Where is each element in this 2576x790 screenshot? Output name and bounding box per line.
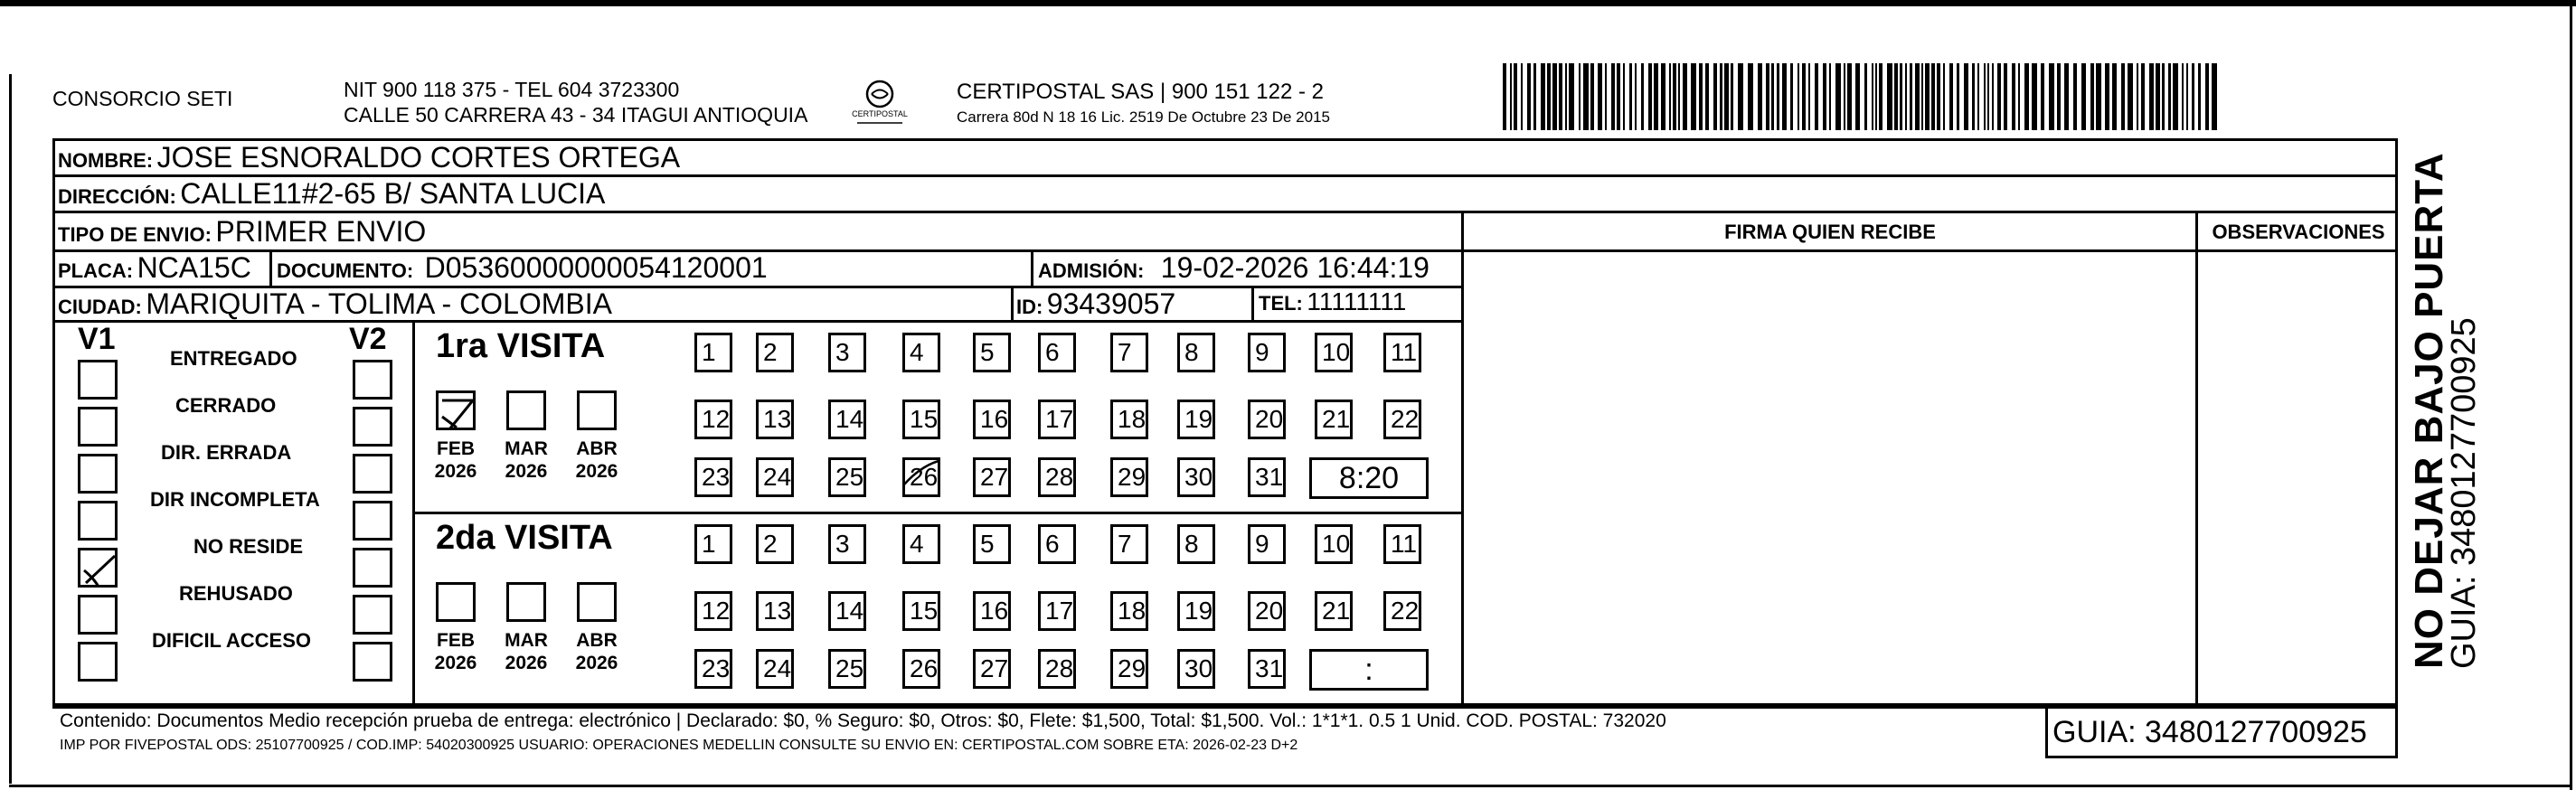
- no-dejar-bajo-puerta: NO DEJAR BAJO PUERTA: [2407, 152, 2451, 669]
- barcode-bar: [1829, 63, 1831, 130]
- barcode-bar: [2090, 63, 2094, 130]
- barcode-bar: [1699, 63, 1703, 130]
- day-box[interactable]: 24: [756, 457, 794, 497]
- barcode-bar: [1598, 63, 1602, 130]
- barcode-bar: [1905, 63, 1907, 130]
- month-name: ABR: [576, 438, 618, 459]
- check-mark-icon: [439, 393, 478, 433]
- v1-checkbox[interactable]: [78, 454, 118, 494]
- barcode-bar: [2137, 63, 2138, 130]
- strike-mark-icon: [902, 457, 940, 497]
- top-edge: [0, 0, 2576, 6]
- barcode: [1503, 63, 2222, 136]
- barcode-bar: [1987, 63, 1989, 130]
- day-box[interactable]: 4: [902, 524, 940, 564]
- barcode-bar: [1984, 63, 1986, 130]
- day-box[interactable]: 31: [1248, 649, 1286, 689]
- barcode-bar: [1583, 63, 1589, 130]
- day-box[interactable]: 24: [756, 649, 794, 689]
- barcode-bar: [2128, 63, 2133, 130]
- month-label: [499, 437, 553, 483]
- placa-cell: [58, 251, 251, 285]
- barcode-bar: [1798, 63, 1799, 130]
- documento-cell: [277, 251, 768, 285]
- barcode-bar: [2032, 63, 2037, 130]
- day-box[interactable]: 18: [1110, 400, 1148, 439]
- barcode-bar: [1847, 63, 1852, 130]
- day-box[interactable]: 14: [828, 400, 866, 439]
- month-year: 2026: [575, 653, 618, 673]
- v1-label: V1: [78, 322, 116, 356]
- nombre-value: JOSE ESNORALDO CORTES ORTEGA: [156, 141, 681, 174]
- barcode-bar: [1900, 63, 1902, 130]
- day-box[interactable]: 25: [828, 649, 866, 689]
- logo-text: CERTIPOSTAL: [852, 109, 908, 118]
- barcode-bar: [1552, 63, 1557, 130]
- admision-value: 19-02-2026 16:44:19: [1160, 251, 1430, 284]
- barcode-bar: [2168, 63, 2171, 130]
- visit-title: 2da VISITA: [436, 519, 613, 557]
- nombre-label: NOMBRE:: [58, 149, 154, 172]
- barcode-bar: [1875, 63, 1877, 130]
- time-box[interactable]: :: [1309, 649, 1429, 691]
- v1-checkbox[interactable]: [78, 501, 118, 541]
- barcode-bar: [1569, 63, 1574, 130]
- day-box[interactable]: 1: [694, 333, 732, 372]
- id-divider: [1011, 286, 1014, 320]
- admision-cell: [1038, 251, 1430, 285]
- barcode-bar: [1915, 63, 1920, 130]
- barcode-bar: [1937, 63, 1940, 130]
- day-box[interactable]: 5: [973, 524, 1011, 564]
- day-box[interactable]: 29: [1110, 457, 1148, 497]
- day-box[interactable]: 13: [756, 400, 794, 439]
- month-name: FEB: [437, 630, 475, 651]
- barcode-bar: [1661, 63, 1665, 130]
- day-box[interactable]: 22: [1383, 400, 1421, 439]
- barcode-bar: [1731, 63, 1733, 130]
- tipo-row: [58, 215, 426, 249]
- barcode-bar: [2073, 63, 2077, 130]
- placa-value: NCA15C: [137, 251, 251, 284]
- placa-divider: [269, 249, 272, 286]
- day-box[interactable]: 15: [902, 591, 940, 631]
- reason-label: NO RESIDE: [193, 535, 304, 558]
- month-name: MAR: [505, 438, 548, 459]
- reason-label: DIR INCOMPLETA: [150, 488, 320, 511]
- barcode-bar: [2004, 63, 2007, 130]
- day-box[interactable]: 25: [828, 457, 866, 497]
- day-box[interactable]: 22: [1383, 591, 1421, 631]
- v1-checkbox[interactable]: [78, 642, 118, 682]
- firma-header: FIRMA QUIEN RECIBE: [1724, 221, 1936, 243]
- day-box[interactable]: 30: [1177, 649, 1215, 689]
- barcode-bar: [2112, 63, 2117, 130]
- month-label: [570, 629, 624, 674]
- month-name: FEB: [437, 438, 475, 459]
- tel-value: 11111111: [1307, 287, 1407, 315]
- barcode-bar: [2156, 63, 2160, 130]
- barcode-bar: [1887, 63, 1892, 130]
- barcode-bar: [1713, 63, 1717, 130]
- barcode-bar: [1521, 63, 1523, 130]
- barcode-bar: [1617, 63, 1620, 130]
- day-box[interactable]: 14: [828, 591, 866, 631]
- month-year: 2026: [505, 653, 548, 673]
- month-label: [499, 629, 553, 674]
- v2-checkbox[interactable]: [353, 454, 392, 494]
- ciudad-label: CIUDAD:: [58, 296, 142, 318]
- month-checkbox[interactable]: [577, 390, 617, 430]
- status-divider: [412, 320, 415, 706]
- address-line: CALLE 50 CARRERA 43 - 34 ITAGUI ANTIOQUIA: [344, 103, 808, 127]
- id-label: ID:: [1016, 296, 1043, 318]
- month-year: 2026: [434, 461, 477, 482]
- day-box[interactable]: 23: [694, 457, 732, 497]
- day-box[interactable]: 3: [828, 333, 866, 372]
- barcode-bar: [2149, 63, 2154, 130]
- v2-checkbox[interactable]: [353, 501, 392, 541]
- day-box[interactable]: 10: [1315, 524, 1353, 564]
- barcode-bar: [1855, 63, 1860, 130]
- barcode-bar: [1997, 63, 2001, 130]
- month-year: 2026: [575, 461, 618, 482]
- firma-divider: [1461, 211, 1464, 706]
- barcode-bar: [1802, 63, 1806, 130]
- tipo-label: TIPO DE ENVIO:: [58, 223, 212, 246]
- barcode-bar: [1823, 63, 1826, 130]
- placa-label: PLACA:: [58, 259, 134, 282]
- tipo-value: PRIMER ENVIO: [215, 215, 427, 248]
- barcode-bar: [1879, 63, 1882, 130]
- barcode-bar: [1648, 63, 1652, 130]
- day-box[interactable]: 9: [1248, 524, 1286, 564]
- barcode-bar: [1844, 63, 1845, 130]
- day-box[interactable]: 16: [973, 591, 1011, 631]
- barcode-bar: [1977, 63, 1979, 130]
- barcode-bar: [2198, 63, 2201, 130]
- visit-divider: [414, 512, 1463, 514]
- month-checkbox[interactable]: [436, 390, 476, 430]
- day-box[interactable]: 20: [1248, 591, 1286, 631]
- barcode-bar: [1808, 63, 1810, 130]
- reason-label: CERRADO: [175, 394, 277, 417]
- barcode-bar: [1533, 63, 1536, 130]
- right-edge: [2570, 0, 2572, 790]
- barcode-bar: [1790, 63, 1793, 130]
- barcode-bar: [1669, 63, 1671, 130]
- day-box[interactable]: 29: [1110, 649, 1148, 689]
- barcode-bar: [1777, 63, 1779, 130]
- v2-checkbox[interactable]: [353, 642, 392, 682]
- time-box[interactable]: 8:20: [1309, 457, 1429, 499]
- barcode-bar: [2012, 63, 2015, 130]
- barcode-bar: [1541, 63, 1545, 130]
- row-divider: [52, 211, 2398, 213]
- day-box[interactable]: 2: [756, 524, 794, 564]
- barcode-bar: [1943, 63, 1945, 130]
- check-mark-icon: [80, 550, 120, 590]
- barcode-bar: [1925, 63, 1930, 130]
- direccion-row: [58, 177, 605, 211]
- barcode-bar: [1782, 63, 1787, 130]
- barcode-bar: [1691, 63, 1696, 130]
- documento-value: D05360000000054120001: [424, 251, 768, 284]
- barcode-bar: [1835, 63, 1841, 130]
- barcode-bar: [1771, 63, 1774, 130]
- day-box[interactable]: 19: [1177, 591, 1215, 631]
- reason-label: ENTREGADO: [170, 347, 297, 370]
- barcode-bar: [2186, 63, 2188, 130]
- day-box[interactable]: 20: [1248, 400, 1286, 439]
- admision-divider: [1031, 249, 1033, 286]
- month-name: MAR: [505, 630, 548, 651]
- barcode-bar: [2192, 63, 2194, 130]
- day-box[interactable]: 31: [1248, 457, 1286, 497]
- obs-divider: [2195, 211, 2198, 706]
- day-box[interactable]: 21: [1315, 591, 1353, 631]
- company-name: CONSORCIO SETI: [52, 87, 233, 110]
- barcode-bar: [2018, 63, 2020, 130]
- admision-label: ADMISIÓN:: [1038, 259, 1145, 282]
- day-box[interactable]: 6: [1038, 524, 1076, 564]
- visit-title: 1ra VISITA: [436, 327, 606, 365]
- day-box[interactable]: 7: [1110, 333, 1148, 372]
- side-text: [2407, 127, 2484, 669]
- v2-checkbox[interactable]: [353, 407, 392, 447]
- tel-label: TEL:: [1259, 292, 1303, 315]
- barcode-bar: [1623, 63, 1625, 130]
- day-box[interactable]: 6: [1038, 333, 1076, 372]
- barcode-bar: [1705, 63, 1709, 130]
- barcode-bar: [2081, 63, 2086, 130]
- barcode-bar: [1673, 63, 1676, 130]
- v2-checkbox[interactable]: [353, 360, 392, 400]
- side-guia: GUIA: 3480127700925: [2445, 317, 2483, 669]
- barcode-bar: [1559, 63, 1562, 130]
- barcode-bar: [1748, 63, 1753, 130]
- barcode-bar: [1864, 63, 1867, 130]
- barcode-bar: [2105, 63, 2109, 130]
- month-label: [429, 437, 483, 483]
- barcode-bar: [1992, 63, 1994, 130]
- barcode-bar: [2057, 63, 2061, 130]
- barcode-bar: [1579, 63, 1581, 130]
- documento-label: DOCUMENTO:: [277, 259, 414, 282]
- day-box[interactable]: 27: [973, 457, 1011, 497]
- barcode-bar: [1758, 63, 1762, 130]
- barcode-bar: [1931, 63, 1935, 130]
- barcode-bar: [2064, 63, 2069, 130]
- barcode-bar: [1510, 63, 1512, 130]
- day-box[interactable]: 13: [756, 591, 794, 631]
- day-box[interactable]: 8: [1177, 333, 1215, 372]
- nombre-row: [58, 141, 680, 174]
- direccion-value: CALLE11#2-65 B/ SANTA LUCIA: [180, 177, 606, 210]
- guia-footer: GUIA: 3480127700925: [2052, 715, 2367, 749]
- barcode-bar: [2049, 63, 2054, 130]
- left-edge: [9, 74, 12, 784]
- barcode-bar: [2096, 63, 2101, 130]
- reason-label: REHUSADO: [179, 582, 293, 605]
- id-value: 93439057: [1046, 287, 1176, 320]
- month-checkbox[interactable]: [436, 582, 476, 622]
- v1-checkbox[interactable]: [78, 595, 118, 635]
- day-box[interactable]: 12: [694, 400, 732, 439]
- barcode-bar: [1921, 63, 1923, 130]
- month-year: 2026: [505, 461, 548, 482]
- nit-line: NIT 900 118 375 - TEL 604 3723300: [344, 78, 680, 101]
- barcode-bar: [2041, 63, 2044, 130]
- day-box[interactable]: 30: [1177, 457, 1215, 497]
- tel-cell: [1259, 287, 1406, 316]
- ciudad-value: MARIQUITA - TOLIMA - COLOMBIA: [146, 287, 612, 320]
- day-box[interactable]: 3: [828, 524, 866, 564]
- barcode-bar: [2205, 63, 2209, 130]
- contenido-text: Contenido: Documentos Medio recepción prueba de entrega: electrónico | Declarado: $0, % Seguro: $0, Otros: $0, Flete: $1,500, Total: $1,500. Vol.: 1*1*1. 0.5 1 Unid. COD. POSTAL: 732020: [60, 710, 1666, 731]
- barcode-bar: [2212, 63, 2217, 130]
- barcode-bar: [1964, 63, 1968, 130]
- month-year: 2026: [434, 653, 477, 673]
- day-number: 26: [910, 463, 939, 491]
- barcode-bar: [1910, 63, 1912, 130]
- month-label: [570, 437, 624, 483]
- day-box[interactable]: 28: [1038, 457, 1076, 497]
- barcode-bar: [1629, 63, 1632, 130]
- month-label: [429, 629, 483, 674]
- id-cell: [1016, 287, 1175, 321]
- barcode-bar: [1683, 63, 1687, 130]
- reason-label: DIFICIL ACCESO: [152, 629, 312, 652]
- day-box[interactable]: 26: [902, 649, 940, 689]
- month-name: ABR: [576, 630, 618, 651]
- month-checkbox[interactable]: [506, 582, 546, 622]
- barcode-bar: [2182, 63, 2184, 130]
- barcode-bar: [1527, 63, 1531, 130]
- day-box[interactable]: 17: [1038, 400, 1076, 439]
- day-box[interactable]: 8: [1177, 524, 1215, 564]
- day-box[interactable]: 1: [694, 524, 732, 564]
- day-box[interactable]: 23: [694, 649, 732, 689]
- reason-label: DIR. ERRADA: [161, 441, 292, 464]
- tel-divider: [1251, 286, 1254, 320]
- day-box[interactable]: 18: [1110, 591, 1148, 631]
- barcode-bar: [1894, 63, 1898, 130]
- barcode-bar: [1635, 63, 1637, 130]
- day-box[interactable]: 12: [694, 591, 732, 631]
- day-box[interactable]: 4: [902, 333, 940, 372]
- barcode-bar: [1678, 63, 1680, 130]
- v1-checkbox[interactable]: [78, 360, 118, 400]
- barcode-bar: [1654, 63, 1658, 130]
- barcode-bar: [2121, 63, 2125, 130]
- day-box[interactable]: 11: [1383, 524, 1421, 564]
- day-box[interactable]: 27: [973, 649, 1011, 689]
- license-line: Carrera 80d N 18 16 Lic. 2519 De Octubre 23 De 2015: [957, 108, 1330, 126]
- day-box[interactable]: 5: [973, 333, 1011, 372]
- certipostal-logo: [839, 78, 920, 128]
- barcode-bar: [1949, 63, 1953, 130]
- barcode-bar: [1972, 63, 1975, 130]
- v2-label: V2: [349, 322, 387, 356]
- barcode-bar: [1957, 63, 1959, 130]
- v2-checkbox[interactable]: [353, 548, 392, 588]
- barcode-bar: [1590, 63, 1594, 130]
- barcode-bar: [1503, 63, 1506, 130]
- day-box[interactable]: 16: [973, 400, 1011, 439]
- barcode-bar: [2173, 63, 2178, 130]
- day-box[interactable]: 17: [1038, 591, 1076, 631]
- barcode-bar: [1872, 63, 1873, 130]
- imp-text: IMP POR FIVEPOSTAL ODS: 25107700925 / COD.IMP: 54020300925 USUARIO: OPERACIONES MEDELLIN CONSULTE SU ENVIO EN: CERTIPOSTAL.COM SOBRE ETA: 2026-02-23 D+2: [60, 738, 1298, 753]
- day-box[interactable]: 19: [1177, 400, 1215, 439]
- day-box[interactable]: 28: [1038, 649, 1076, 689]
- barcode-bar: [1547, 63, 1551, 130]
- barcode-bar: [2024, 63, 2029, 130]
- month-checkbox[interactable]: [577, 582, 617, 622]
- barcode-bar: [1641, 63, 1644, 130]
- month-checkbox[interactable]: [506, 390, 546, 430]
- certipostal-line: CERTIPOSTAL SAS | 900 151 122 - 2: [957, 80, 1324, 104]
- day-box[interactable]: 7: [1110, 524, 1148, 564]
- day-box[interactable]: 21: [1315, 400, 1353, 439]
- barcode-bar: [1611, 63, 1615, 130]
- v2-checkbox[interactable]: [353, 595, 392, 635]
- day-box[interactable]: 2: [756, 333, 794, 372]
- barcode-bar: [1815, 63, 1818, 130]
- day-box[interactable]: 15: [902, 400, 940, 439]
- barcode-bar: [1720, 63, 1722, 130]
- barcode-bar: [1514, 63, 1517, 130]
- barcode-bar: [2141, 63, 2145, 130]
- day-box[interactable]: [902, 457, 940, 497]
- barcode-bar: [1738, 63, 1743, 130]
- barcode-bar: [1565, 63, 1567, 130]
- barcode-bar: [1605, 63, 1607, 130]
- v1-checkbox[interactable]: [78, 407, 118, 447]
- observaciones-header: OBSERVACIONES: [2212, 221, 2385, 243]
- ciudad-cell: [58, 287, 612, 321]
- direccion-label: DIRECCIÓN:: [58, 185, 176, 208]
- day-box[interactable]: 9: [1248, 333, 1286, 372]
- bottom-edge: [9, 785, 2572, 787]
- v1-checkbox[interactable]: [78, 548, 118, 588]
- day-box[interactable]: 10: [1315, 333, 1353, 372]
- day-box[interactable]: 11: [1383, 333, 1421, 372]
- barcode-bar: [1724, 63, 1729, 130]
- barcode-bar: [1766, 63, 1769, 130]
- barcode-bar: [2162, 63, 2165, 130]
- logo-icon: [839, 78, 920, 128]
